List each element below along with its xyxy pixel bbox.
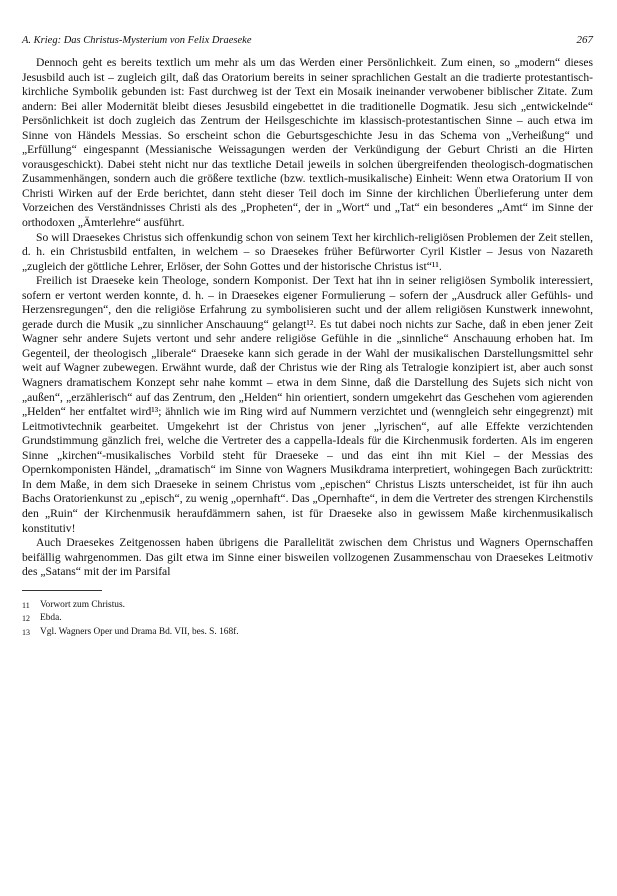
paragraph-3: Freilich ist Draeseke kein Theologe, sondern Komponist. Der Text hat ihn in seiner religiösen Symbolik interessiert, sofern er vertont werden konnte, d. h. – in Draesekes eigener Formulierung – sofern der „Ausdruck aller Gefühls- und Herzensregungen“, den die religiöse Erfahrung zu symbolisieren sucht und der allem religiösen Kunstwerk innewohnt, gerade durch die Musik „zu sinnlicher Anschauung“ gelangt¹². Es tut dabei noch nichts zur Sache, daß in eben jener Zeit Wagner sehr andere Sujets vertont und sehr andere religiöse Gefühle in die „sinnliche“ Anschauung erhoben hat. Im Gegenteil, der theologisch „liberale“ Draeseke kann sich gerade in der Wahl der musikalischen Darstellungsmittel sehr weit auf Wagner zubewegen. Erwähnt wurde, daß der Christus wie der Ring als Tetralogie konzipiert ist, aber auch sonst Wagners dramatischem Konzept sehr nahe kommt – etwa in dem Sinne, daß die Darstellung des Sujets sich nicht von „außen“, „erzählerisch“ auf das Zentrum, den „Helden“ hin orientiert, sondern umgekehrt das Geschehen vom agierenden „Helden“ her entfaltet wird¹³; ähnlich wie im Ring wird auf Nummern verzichtet und (wenngleich sehr eingegrenzt) mit Leitmotivtechnik gearbeitet. Umgekehrt ist der Christus von jener „lyrischen“, auf alle Effekte verzichtenden Grundstimmung gänzlich frei, welche die Vertreter des a cappella-Ideals für die Kirchenmusik forderten. Als im engeren Sinne „kirchen“-musikalisches Vorbild steht für Draeseke – und das eint ihn mit Kiel – der Messias des Opernkomponisten Händel, „dramatisch“ im Sinne von Wagners Musikdrama interpretiert, wohingegen Bach zurücktritt: In dem Maße, in dem sich Draeseke in seinem Christus vom „epischen“ Christus Liszts unterscheidet, ist für ihn auch Bachs Oratorienkunst zu „episch“, zu wenig „opernhaft“. Das „Opernhafte“, in dem die Vertreter des strengen Kirchenstils den „Ruin“ der Kirchenmusik heraufdämmern sahen, ist für Draeseke also in gewissem Maße kirchenmusikalisch konstitutiv! <box>22 274 593 535</box>
paragraph-4: Auch Draesekes Zeitgenossen haben übrigens die Parallelität zwischen dem Christus und Wagners Opernschaffen beifällig wahrgenommen. Das gilt etwa im Sinne einer bisweilen vollzogenen Zusammenschau von Draesekes Leitmotiv des „Satans“ mit der im Parsifal <box>22 536 593 579</box>
body-text <box>22 56 593 580</box>
footnote-number: 11 <box>22 600 30 610</box>
footnote-number: 13 <box>22 627 30 637</box>
running-title: A. Krieg: Das Christus-Mysterium von Felix Draeseke <box>22 35 252 46</box>
footnote-text: Vorwort zum Christus. <box>40 599 125 610</box>
paragraph-2: So will Draesekes Christus sich offenkundig schon von seinem Text her kirchlich-religiösen Problemen der Zeit stellen, d. h. ein Christusbild entfalten, in welchem – so Draesekes früher Befürworter Cyril Kistler – Jesus von Nazareth „zugleich der göttliche Lehrer, Erlöser, der Sohn Gottes und der historische Christus ist“¹¹. <box>22 230 593 273</box>
footnote-text: Vgl. Wagners Oper und Drama Bd. VII, bes. S. 168f. <box>40 626 239 637</box>
footnotes <box>22 599 593 639</box>
paragraph-1: Dennoch geht es bereits textlich um mehr als um das Werden einer Persönlichkeit. Zum einen, so „modern“ dieses Jesusbild auch ist – zugleich gilt, daß das Oratorium bereits in seiner sprachlichen Gestalt an die tradierte protestantisch-kirchliche Symbolik gebunden ist: Fast durchweg ist der Text ein Mosaik ineinander verwobener biblischer Zitate. Zum andern: Bei aller Modernität bleibt dieses Jesusbild eingebettet in die traditionelle Dogmatik. Jesu sich „entwickelnde“ Persönlichkeit ist doch zugleich das Zentrum der Heilsgeschichte im klassisch-protestantischen Sinne – auch etwa im Sinne von Händels Messias. So erscheint schon die Geburtsgeschichte Jesu in das Schema von „Verheißung“ und „Erfüllung“ eingespannt (Messianische Weissagungen werden der Verkündigung der Geburt Christi an die Hirten vorausgeschickt). Dabei steht nicht nur das textliche Detail jeweils in solchen übergreifenden theologisch-dogmatischen Zusammenhängen, sondern auch die größere textliche (bzw. textlich-musikalische) Einheit: Wenn etwa Oratorium II von Christi Wirken auf der Erde berichtet, dann steht dieser Teil doch im Sinne der kirchlichen Überlieferung unter dem Vorzeichen des Verständnisses Christi als des „Propheten“, der in „Wort“ und „Tat“ ein besonderes „Amt“ im Sinne der orthodoxen „Ämterlehre“ ausführt. <box>22 56 593 230</box>
page-number: 267 <box>576 34 593 46</box>
footnote-divider <box>22 590 102 591</box>
footnote-11 <box>22 599 593 612</box>
footnote-13 <box>22 626 593 639</box>
footnote-text: Ebda. <box>40 613 62 624</box>
footnote-number: 12 <box>22 614 30 624</box>
footnote-12 <box>22 612 593 625</box>
running-head <box>22 22 593 46</box>
